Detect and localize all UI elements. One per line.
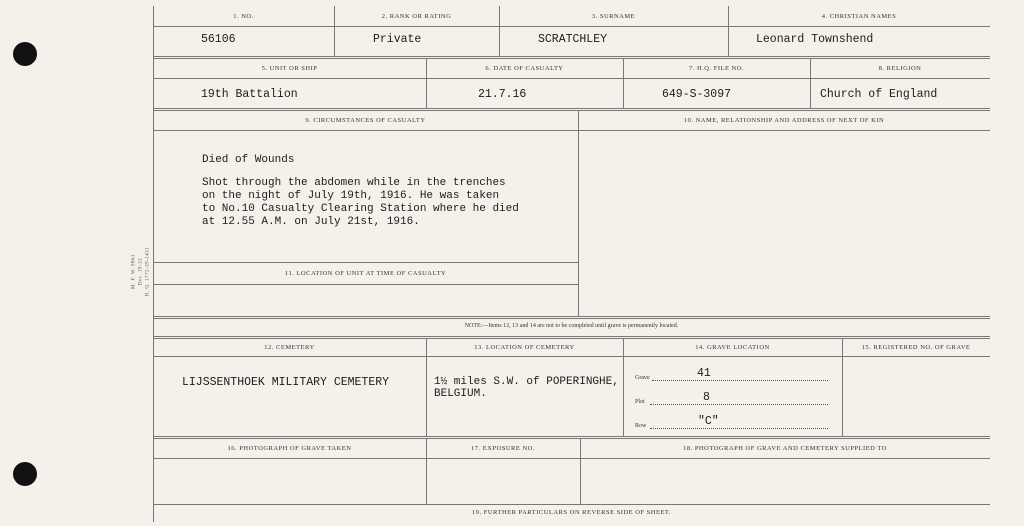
grave-value: 41	[697, 367, 711, 380]
circumstances-line: Shot through the abdomen while in the trenches	[202, 177, 506, 189]
value-christian-names: Leonard Townshend	[756, 33, 874, 46]
header-religion: 8. RELIGION	[878, 65, 922, 72]
side-print-line-3: H. Q. 1772-39-1431	[145, 246, 151, 297]
punch-hole-bottom	[13, 462, 37, 486]
header-cemetery: 12. CEMETERY	[264, 344, 315, 351]
side-print	[116, 244, 156, 304]
value-rank: Private	[373, 33, 422, 46]
header-circumstances: 9. CIRCUMSTANCES OF CASUALTY	[305, 117, 426, 124]
value-service-number: 56106	[201, 33, 236, 46]
header-file: 7. H.Q. FILE NO.	[688, 65, 745, 72]
header-date: 6. DATE OF CASUALTY	[485, 65, 564, 72]
header-photo-supplied: 18. PHOTOGRAPH OF GRAVE AND CEMETERY SUPPLIED TO	[683, 445, 887, 452]
value-unit: 19th Battalion	[201, 88, 298, 101]
value-surname: SCRATCHLEY	[538, 33, 608, 46]
row-value: "C"	[698, 415, 719, 428]
cemetery-location-line: 1½ miles S.W. of POPERINGHE,	[434, 376, 619, 388]
circumstances-title: Died of Wounds	[202, 154, 295, 166]
side-print-line-1: M. F. W. 9861	[131, 254, 137, 289]
header-photograph: 16. PHOTOGRAPH OF GRAVE TAKEN	[227, 445, 352, 452]
header-registered-no: 15. REGISTERED NO. OF GRAVE	[861, 344, 971, 351]
value-date: 21.7.16	[478, 88, 527, 101]
header-no: 1. NO.	[233, 13, 254, 20]
header-next-of-kin: 10. NAME, RELATIONSHIP AND ADDRESS OF NEXT OF KIN	[683, 117, 885, 124]
header-christian-names: 4. CHRISTIAN NAMES	[821, 13, 897, 20]
header-exposure: 17. EXPOSURE NO.	[471, 445, 535, 452]
note-text: NOTE:—Items 12, 13 and 14 are not to be completed until grave is permanently located.	[464, 323, 679, 329]
header-location-cemetery: 13. LOCATION OF CEMETERY	[474, 344, 575, 351]
circumstances-line: on the night of July 19th, 1916. He was taken	[202, 190, 500, 202]
grave-label: Grave	[635, 375, 650, 381]
value-cemetery-location	[434, 376, 619, 400]
value-religion: Church of England	[820, 88, 938, 101]
header-surname: 3. SURNAME	[591, 13, 636, 20]
circumstances-line: to No.10 Casualty Clearing Station where he died	[202, 203, 519, 215]
row-label: Row	[635, 423, 647, 429]
value-file: 649-S-3097	[662, 88, 732, 101]
header-rank: 2. RANK OR RATING	[381, 13, 452, 20]
value-cemetery: LIJSSENTHOEK MILITARY CEMETERY	[182, 376, 390, 389]
header-unit: 5. UNIT OR SHIP	[261, 65, 318, 72]
header-grave-location: 14. GRAVE LOCATION	[695, 344, 770, 351]
side-print-line-2: Dec. 19-32	[138, 257, 144, 286]
plot-value: 8	[703, 391, 710, 404]
punch-hole-top	[13, 42, 37, 66]
header-location-unit: 11. LOCATION OF UNIT AT TIME OF CASUALTY	[284, 270, 447, 277]
circumstances-line: at 12.55 A.M. on July 21st, 1916.	[202, 216, 420, 228]
footer-text: 19. FURTHER PARTICULARS ON REVERSE SIDE OF SHEET.	[471, 509, 672, 516]
circumstances-text	[202, 177, 519, 229]
plot-label: Plot	[635, 399, 645, 405]
cemetery-location-line: BELGIUM.	[434, 388, 487, 400]
